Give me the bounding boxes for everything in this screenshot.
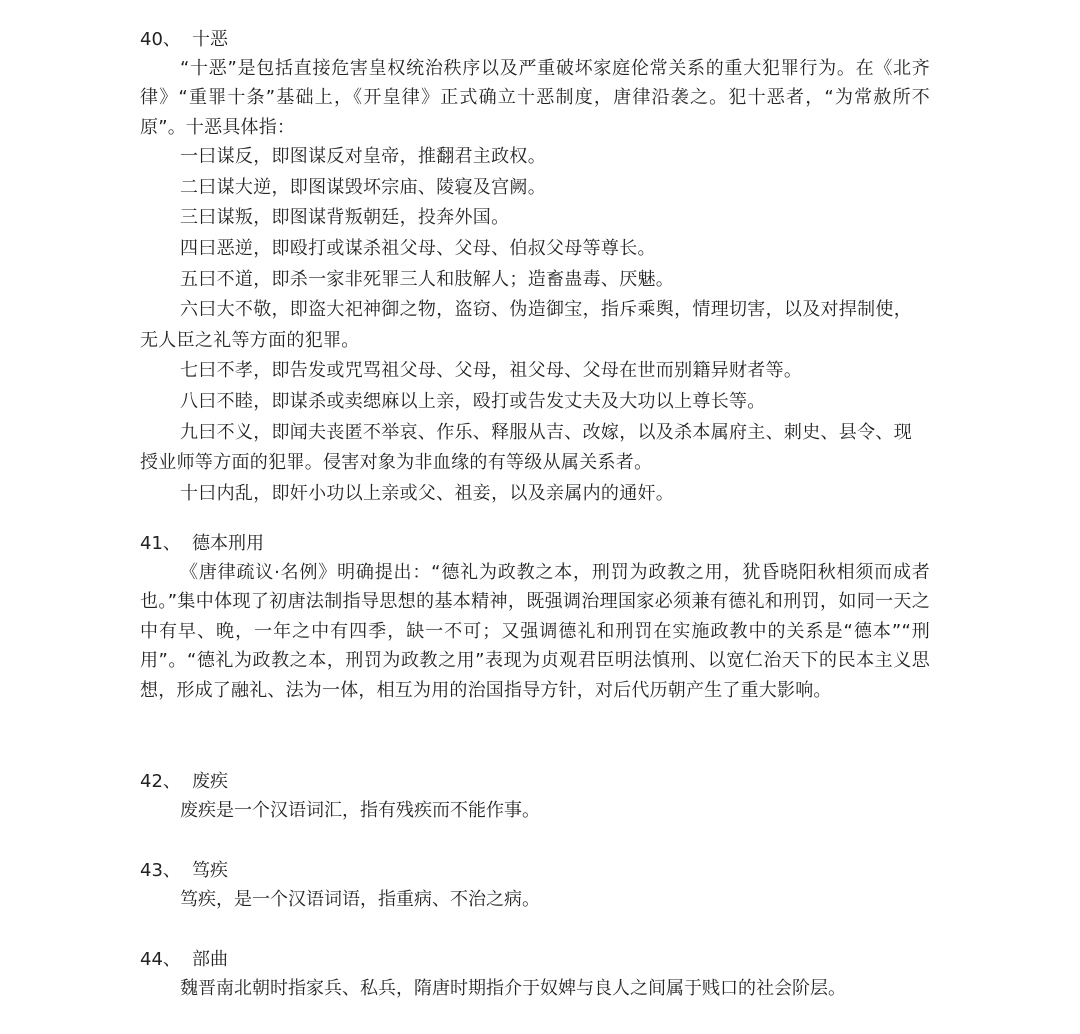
entry-title: 废疾 (192, 771, 228, 792)
list-item: 七曰不孝，即告发或咒骂祖父母、父母，祖父母、父母在世而别籍异财者等。 (180, 360, 803, 382)
list-item: 三曰谋叛，即图谋背叛朝廷，投奔外国。 (180, 207, 510, 229)
entry-number: 40、 (140, 29, 181, 50)
entry-title: 部曲 (192, 949, 228, 970)
list-item: 一曰谋反，即图谋反对皇帝，推翻君主政权。 (180, 146, 546, 168)
entry-42 (140, 768, 930, 825)
entry-heading (140, 946, 930, 974)
entry-heading (140, 857, 930, 885)
entry-body: 魏晋南北朝时指家兵、私兵，隋唐时期指介于奴婢与良人之间属于贱口的社会阶层。 (180, 978, 846, 999)
entry-body: 笃疾，是一个汉语词语，指重病、不治之病。 (180, 889, 540, 910)
entry-number: 44、 (140, 949, 181, 970)
entry-title: 德本刑用 (192, 533, 264, 554)
entry-40 (140, 26, 930, 509)
entry-41 (140, 530, 930, 705)
entry-intro: “十恶”是包括直接危害皇权统治秩序以及严重破坏家庭伦常关系的重大犯罪行为。在《北齐律》“重罪十条”基础上，《开皇律》正式确立十恶制度，唐律沿袭之。犯十恶者，“为常赦所不原”。十恶具体指： (140, 58, 930, 138)
list-item: 四曰恶逆，即殴打或谋杀祖父母、父母、伯叔父母等尊长。 (180, 238, 656, 259)
list-item: 六曰大不敬，即盗大祀神御之物，盗窃、伪造御宝，指斥乘舆，情理切害，以及对捍制使，无人臣之礼等方面的犯罪。 (140, 299, 912, 351)
entry-number: 43、 (140, 860, 181, 881)
list-item: 九曰不义，即闻夫丧匿不举哀、作乐、释服从吉、改嫁，以及杀本属府主、刺史、县令、现授业师等方面的犯罪。侵害对象为非血缘的有等级从属关系者。 (140, 421, 912, 474)
entry-heading (140, 530, 930, 558)
entry-title: 十恶 (192, 29, 228, 50)
entry-44 (140, 946, 930, 1003)
list-item: 二曰谋大逆，即图谋毁坏宗庙、陵寝及宫阙。 (180, 176, 546, 198)
entry-number: 42、 (140, 771, 181, 792)
entry-title: 笃疾 (192, 860, 228, 881)
entry-body: 废疾是一个汉语词汇，指有残疾而不能作事。 (180, 800, 540, 821)
entry-number: 41、 (140, 533, 181, 554)
entry-body: 《唐律疏议·名例》明确提出：“德礼为政教之本，刑罚为政教之用，犹昏晓阳秋相须而成者也。”集中体现了初唐法制指导思想的基本精神，既强调治理国家必须兼有德礼和刑罚，如同一天之中有早、晚，一年之中有四季，缺一不可；又强调德礼和刑罚在实施政教中的关系是“德本”“刑用”。“德礼为政教之本，刑罚为政教之用”表现为贞观君臣明法慎刑、以宽仁治天下的民本主义思想，形成了融礼、法为一体，相互为用的治国指导方针，对后代历朝产生了重大影响。 (140, 562, 930, 701)
entry-heading (140, 26, 930, 54)
list-item: 十曰内乱，即奸小功以上亲或父、祖妾，以及亲属内的通奸。 (180, 482, 675, 504)
entry-heading (140, 768, 930, 796)
list-item: 五曰不道，即杀一家非死罪三人和肢解人；造畜蛊毒、厌魅。 (180, 268, 675, 290)
entry-43 (140, 857, 930, 914)
list-item: 八曰不睦，即谋杀或卖缌麻以上亲，殴打或告发丈夫及大功以上尊长等。 (180, 390, 766, 412)
